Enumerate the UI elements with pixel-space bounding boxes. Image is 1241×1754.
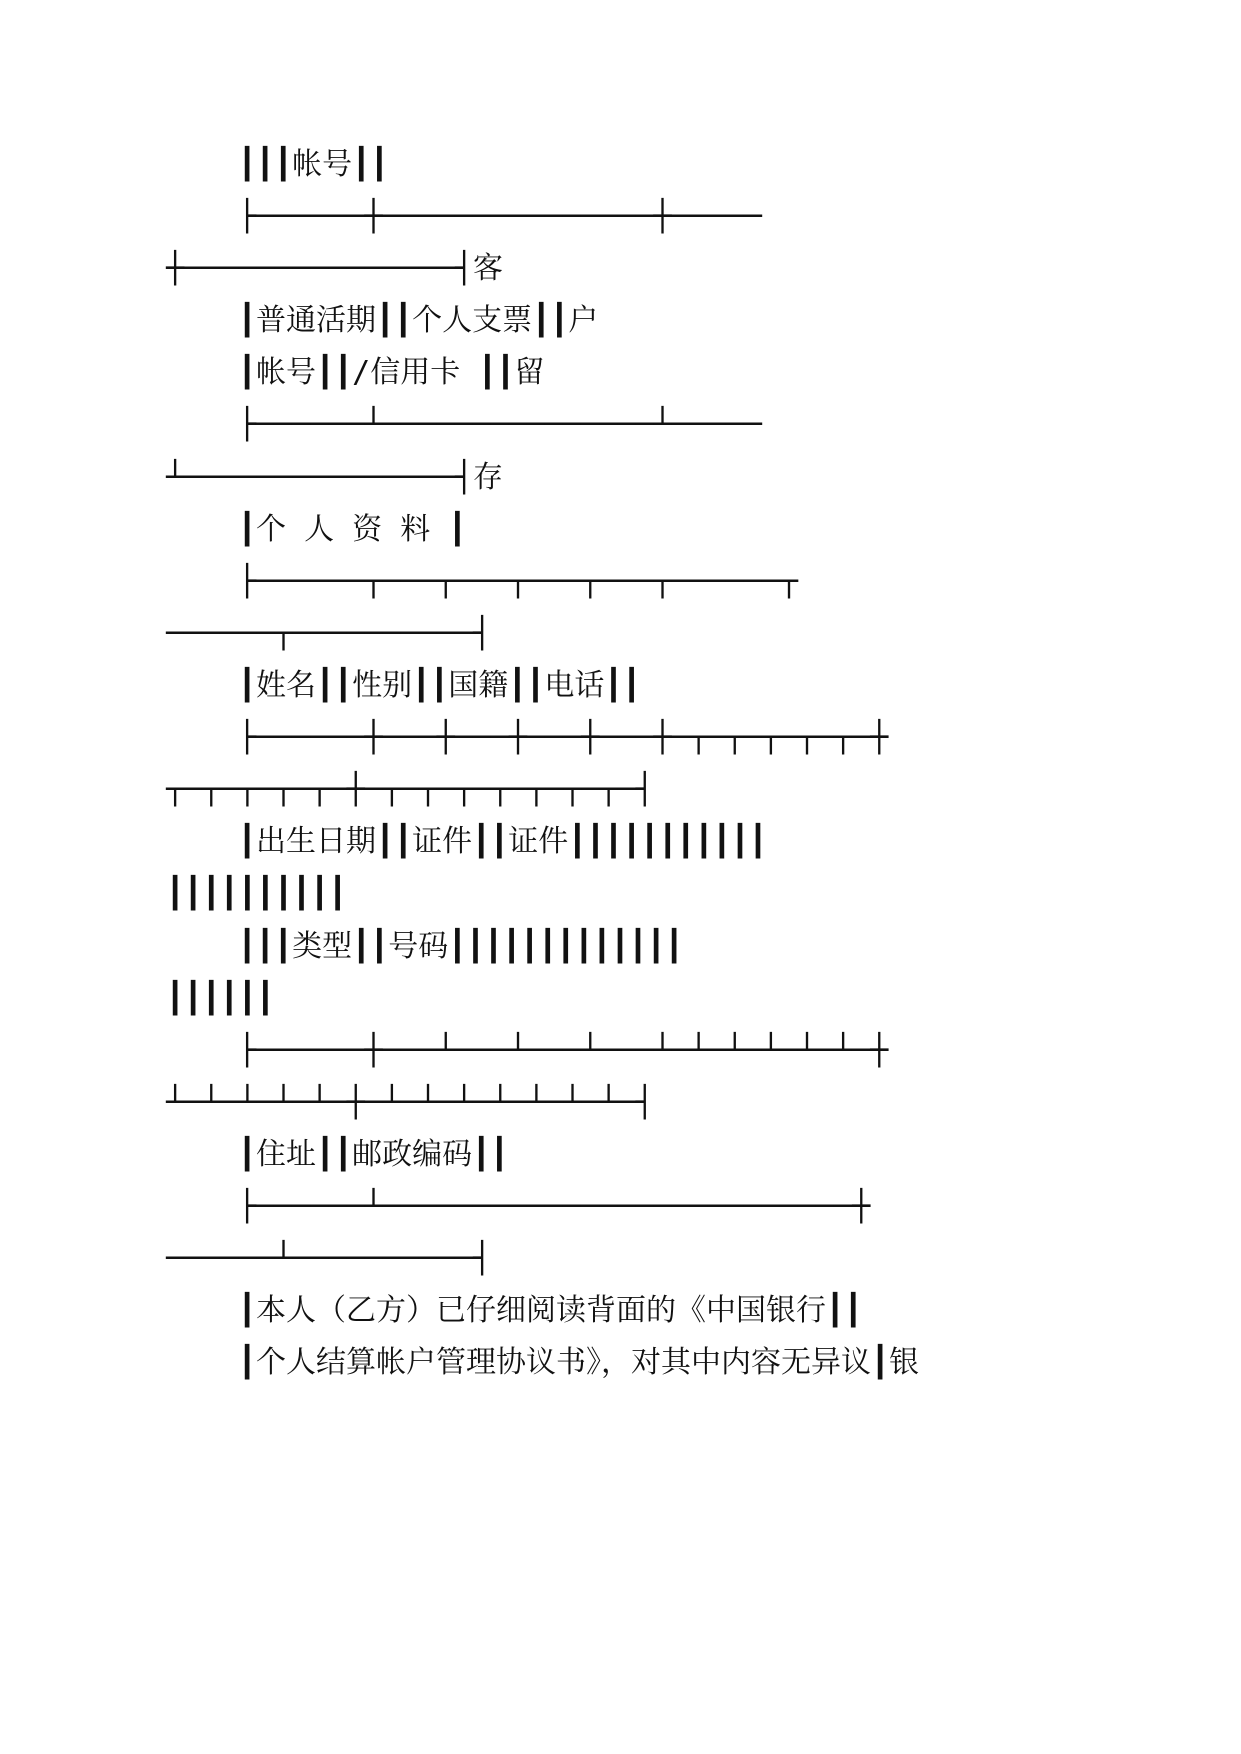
table-border-line: ┬─┬─┬─┬─┬─┼─┬─┬─┬─┬─┬─┬─┬─┤: [166, 772, 654, 807]
section-heading: ┃个 人 资 料 ┃: [238, 512, 467, 547]
table-border-line: ──────┬──────────┤: [166, 616, 492, 651]
text-line: ┃┃┃类型┃┃号码┃┃┃┃┃┃┃┃┃┃┃┃┃: [238, 929, 684, 964]
table-border-line: ──────┴──────────┤: [166, 1241, 492, 1276]
text-line: ┃┃┃帐号┃┃: [238, 147, 389, 182]
text-line: ┃┃┃┃┃┃┃┃┃┃: [166, 876, 347, 911]
table-border-line: ├──────┴──────────────────────────┼: [238, 1189, 871, 1224]
text-line: ┃本人（乙方）已仔细阅读背面的《中国银行┃┃: [238, 1293, 863, 1328]
table-border-line: ├──────┴───────────────┴─────: [238, 407, 762, 442]
table-border-line: ┴─┴─┴─┴─┴─┼─┴─┴─┴─┴─┴─┴─┴─┤: [166, 1085, 654, 1120]
text-line: ┃住址┃┃邮政编码┃┃: [238, 1137, 509, 1172]
table-border-line: ┴───────────────┤存: [166, 460, 504, 495]
table-border-line: ├──────┼───┼───┼───┼───┼─┬─┬─┬─┬─┬─┼: [238, 720, 889, 755]
text-line: ┃帐号┃┃/信用卡 ┃┃留: [238, 355, 545, 390]
table-border-line: ├──────┬───┬───┬───┬───┬──────┬: [238, 564, 798, 599]
text-line: ┃出生日期┃┃证件┃┃证件┃┃┃┃┃┃┃┃┃┃┃: [238, 824, 767, 859]
table-border-line: ┼───────────────┤客: [166, 251, 504, 286]
text-line: ┃姓名┃┃性别┃┃国籍┃┃电话┃┃: [238, 668, 641, 703]
table-border-line: ├──────┼───────────────┼─────: [238, 199, 762, 234]
text-line: ┃普通活期┃┃个人支票┃┃户: [238, 303, 599, 338]
text-line: ┃┃┃┃┃┃: [166, 981, 275, 1016]
table-border-line: ├──────┼───┴───┴───┴───┴─┴─┴─┴─┴─┴─┼: [238, 1033, 889, 1068]
text-line: ┃个人结算帐户管理协议书》，对其中内容无异议┃银: [238, 1345, 920, 1380]
